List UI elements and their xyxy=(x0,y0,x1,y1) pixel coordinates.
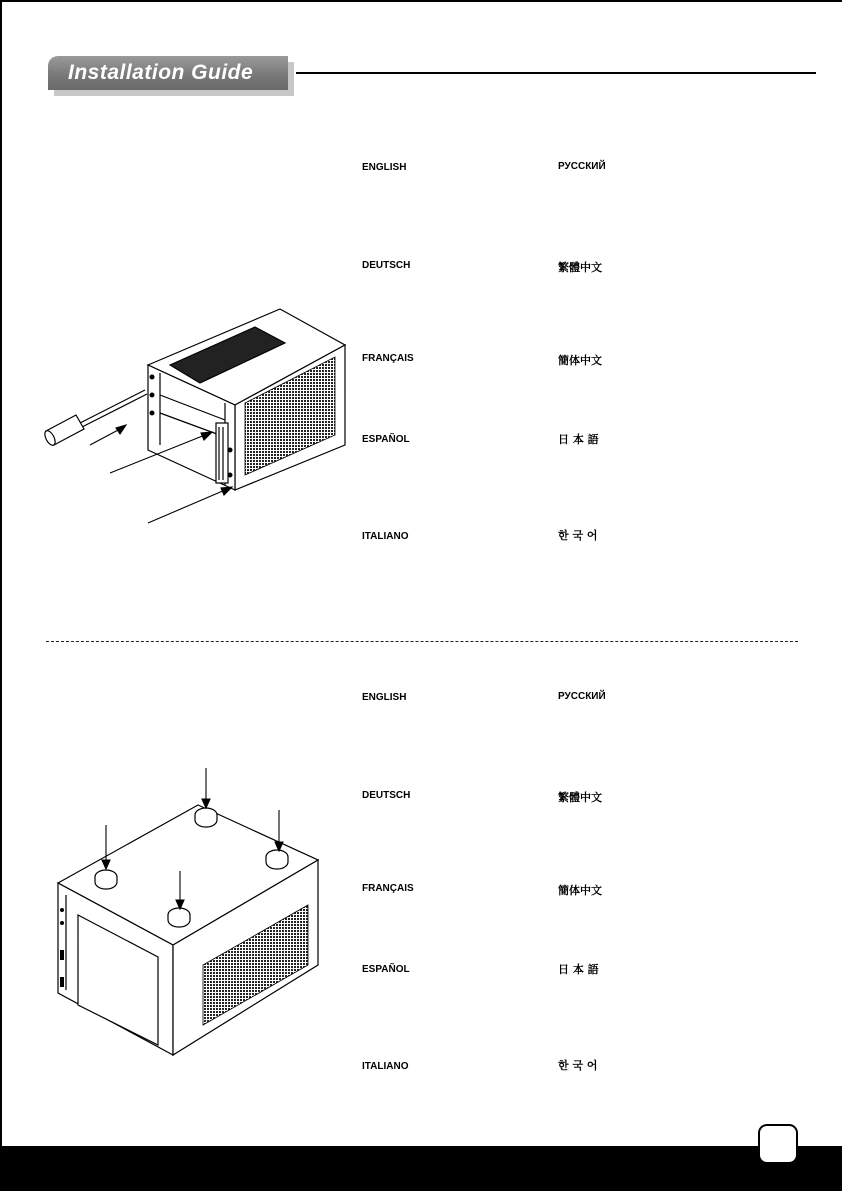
lang-label: 日 本 語 xyxy=(558,433,599,446)
section-divider xyxy=(46,641,798,642)
lang-label: ITALIANO xyxy=(362,1061,409,1072)
lang-label: ITALIANO xyxy=(362,531,409,542)
page-number-badge xyxy=(758,1124,798,1164)
lang-label: 繁體中文 xyxy=(558,791,602,804)
footer-bar xyxy=(0,1146,842,1191)
lang-label: РУССКИЙ xyxy=(558,161,606,172)
banner-body xyxy=(48,56,288,90)
lang-label: 繁體中文 xyxy=(558,261,602,274)
page-frame-top xyxy=(0,0,842,2)
lang-label: ENGLISH xyxy=(362,162,407,173)
header-rule xyxy=(296,72,816,74)
case-feet-illustration xyxy=(48,765,328,1060)
lang-label: 한 국 어 xyxy=(558,529,598,542)
lang-label: РУССКИЙ xyxy=(558,691,606,702)
lang-label: ESPAÑOL xyxy=(362,964,410,975)
header-banner xyxy=(48,56,294,94)
lang-label: 한 국 어 xyxy=(558,1059,598,1072)
lang-label: ENGLISH xyxy=(362,692,407,703)
psu-install-illustration xyxy=(40,295,350,535)
lang-label: FRANÇAIS xyxy=(362,353,414,364)
lang-label: 簡体中文 xyxy=(558,884,602,897)
lang-label: FRANÇAIS xyxy=(362,883,414,894)
lang-label: 日 本 語 xyxy=(558,963,599,976)
lang-label: ESPAÑOL xyxy=(362,434,410,445)
lang-label: DEUTSCH xyxy=(362,260,411,271)
lang-label: DEUTSCH xyxy=(362,790,411,801)
page-title: Installation Guide xyxy=(68,61,254,84)
lang-label: 簡体中文 xyxy=(558,354,602,367)
page-frame-left xyxy=(0,0,2,1150)
